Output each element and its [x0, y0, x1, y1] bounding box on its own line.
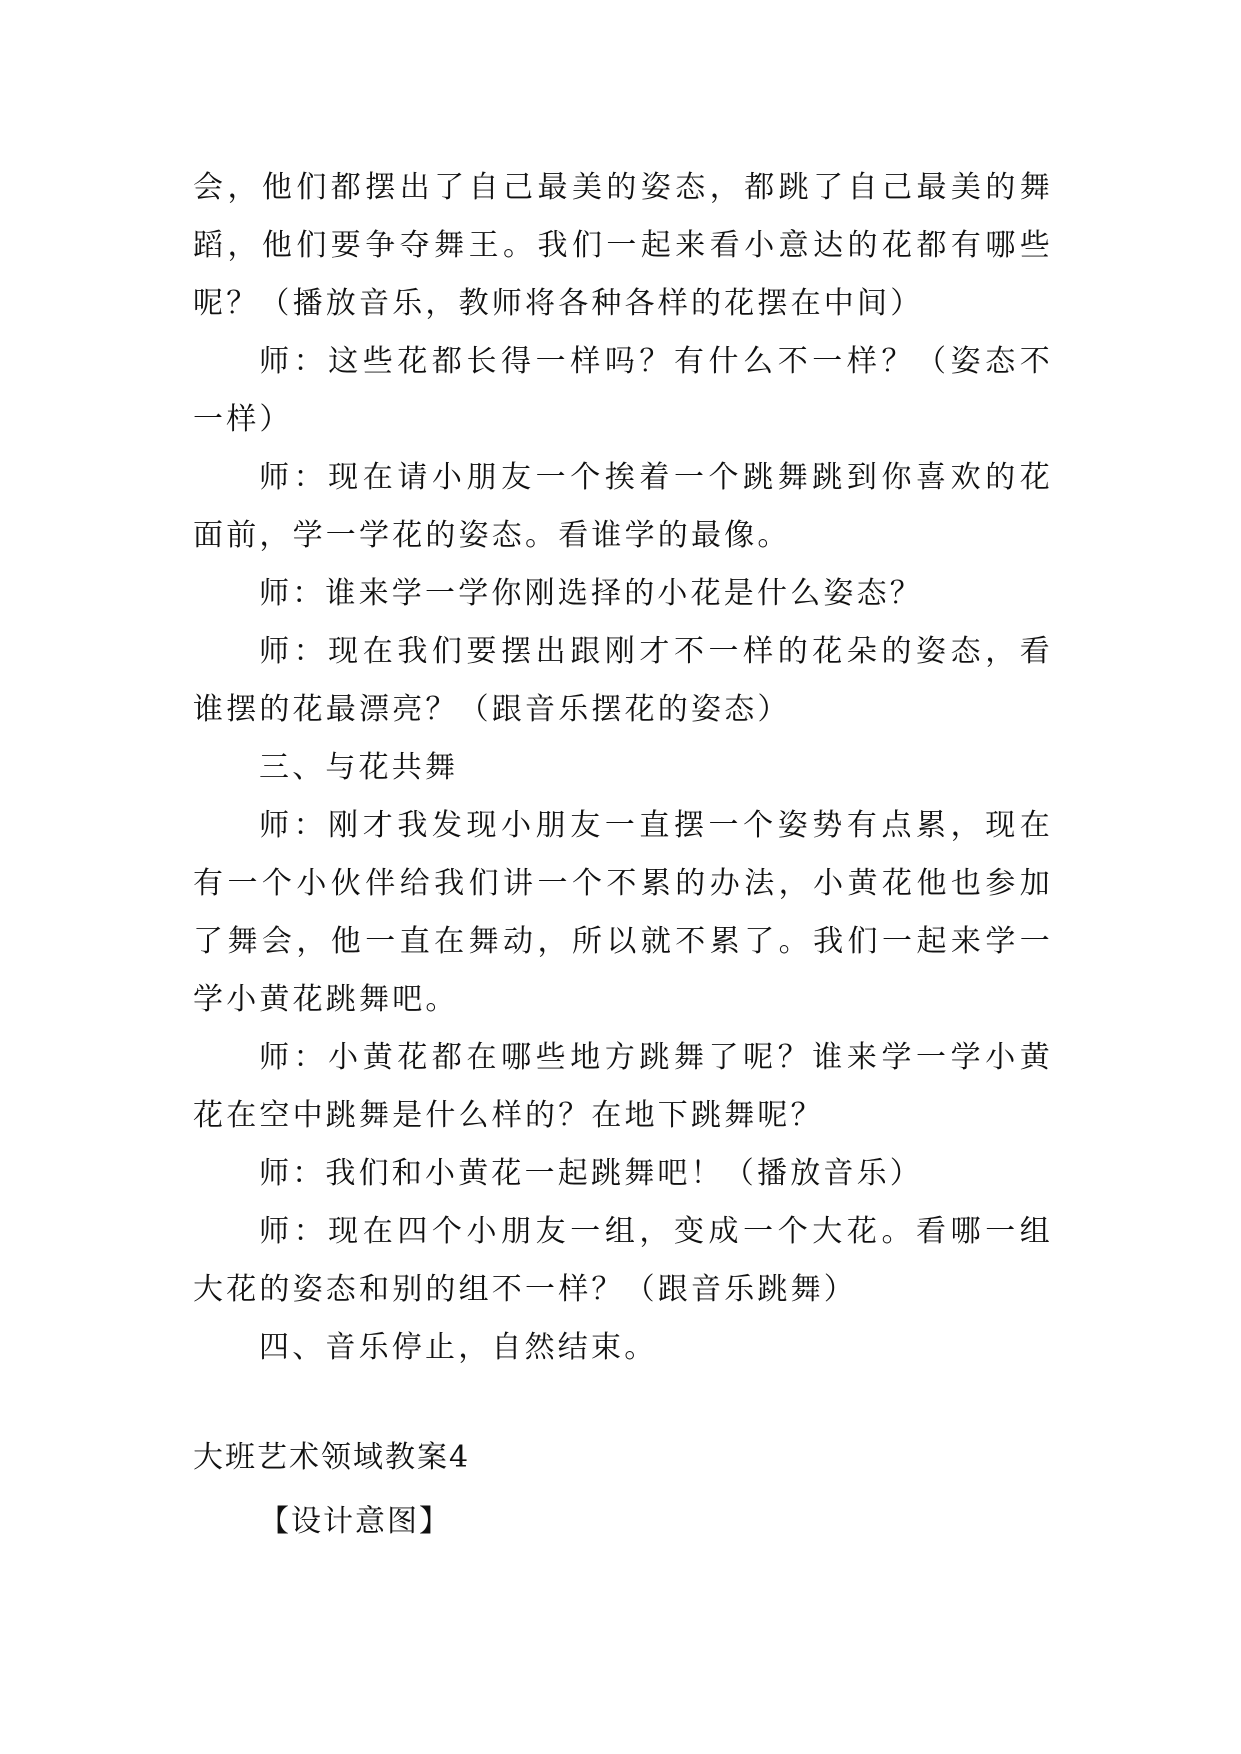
section-title: 大班艺术领域教案4 [193, 1440, 471, 1475]
paragraph: 师：刚才我发现小朋友一直摆一个姿势有点累，现在有一个小伙伴给我们讲一个不累的办法，小黄花他也参加了舞会，他一直在舞动，所以就不累了。我们一起来学一学小黄花跳舞吧。 [193, 808, 1053, 1017]
step-heading: 四、音乐停止，自然结束。 [259, 1330, 658, 1365]
paragraph: 师：谁来学一学你刚选择的小花是什么姿态？ [259, 576, 923, 611]
paragraph: 师：小黄花都在哪些地方跳舞了呢？谁来学一学小黄花在空中跳舞是什么样的？在地下跳舞呢？ [193, 1040, 1053, 1133]
paragraph: 师：现在四个小朋友一组，变成一个大花。看哪一组大花的姿态和别的组不一样？（跟音乐跳舞） [193, 1214, 1053, 1307]
paragraph-continued: 会，他们都摆出了自己最美的姿态，都跳了自己最美的舞蹈，他们要争夺舞王。我们一起来看小意达的花都有哪些呢？（播放音乐，教师将各种各样的花摆在中间） [193, 170, 1053, 321]
lesson-body [193, 159, 1053, 1377]
paragraph: 师：这些花都长得一样吗？有什么不一样？（姿态不一样） [193, 344, 1053, 437]
design-intent-heading: 【设计意图】 [259, 1504, 451, 1539]
step-heading: 三、与花共舞 [259, 750, 459, 785]
paragraph: 师：现在我们要摆出跟刚才不一样的花朵的姿态，看谁摆的花最漂亮？（跟音乐摆花的姿态） [193, 634, 1053, 727]
paragraph: 师：我们和小黄花一起跳舞吧！（播放音乐） [259, 1156, 923, 1191]
paragraph: 师：现在请小朋友一个挨着一个跳舞跳到你喜欢的花面前，学一学花的姿态。看谁学的最像。 [193, 460, 1053, 553]
